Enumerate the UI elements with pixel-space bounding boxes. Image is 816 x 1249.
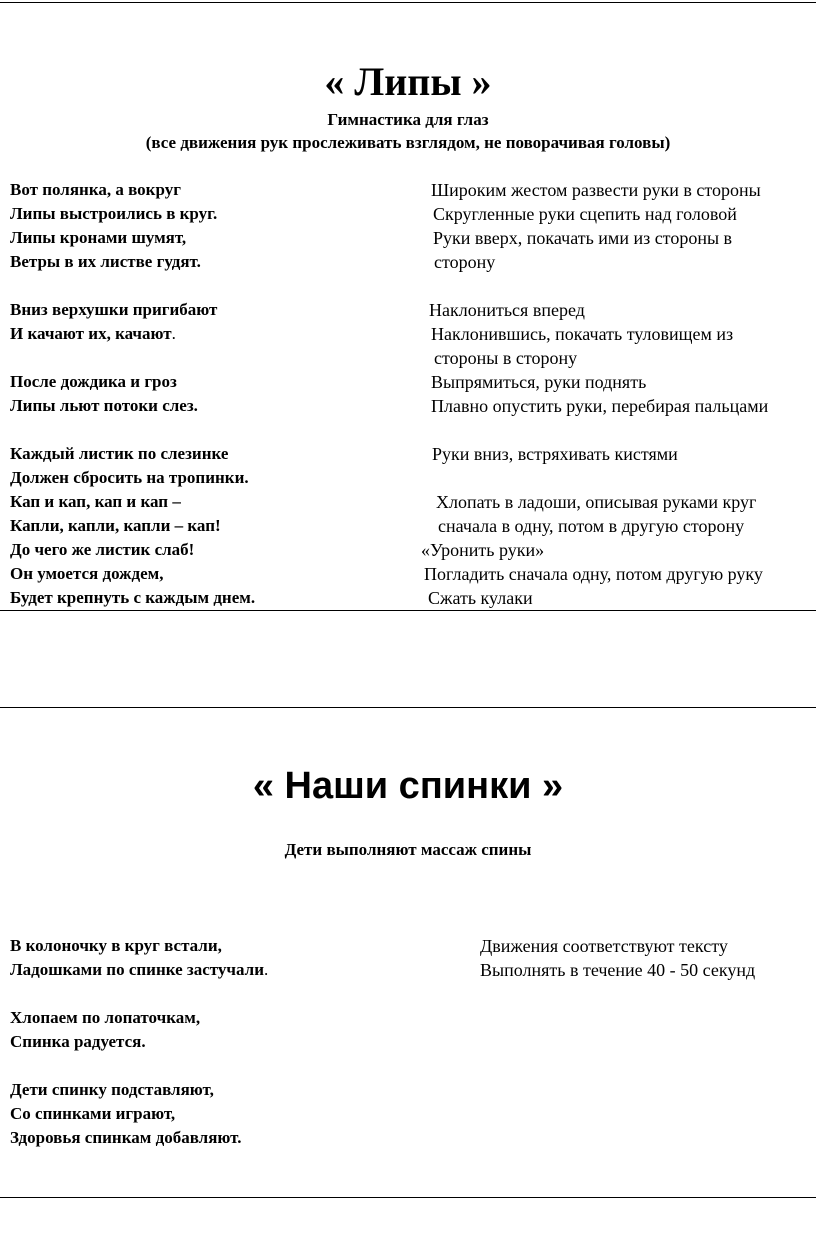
verse-line: Липы выстроились в круг. — [10, 204, 218, 223]
verse-line: Вниз верхушки пригибают — [10, 300, 218, 319]
verse-line — [10, 324, 176, 344]
section2-top-rule — [0, 707, 816, 708]
top-rule — [0, 2, 816, 3]
verse-line: Здоровья спинкам добавляют. — [10, 1128, 242, 1147]
instruction-line: сначала в одну, потом в другую сторону — [438, 516, 745, 536]
verse-line-tail: . — [264, 960, 269, 979]
verse-line: Должен сбросить на тропинки. — [10, 468, 249, 487]
verse-line: Кап и кап, кап и кап – — [10, 492, 181, 511]
verse-line — [10, 960, 268, 980]
instruction-line: Выполнять в течение 40 - 50 секунд — [480, 960, 756, 980]
instruction-line: Широким жестом развести руки в стороны — [431, 180, 761, 200]
verse-line: В колоночку в круг встали, — [10, 936, 222, 955]
verse-line: Липы льют потоки слез. — [10, 396, 198, 415]
verse-line: Липы кронами шумят, — [10, 228, 187, 247]
verse-line-text: Ладошками по спинке застучали — [10, 960, 264, 979]
verse-line-tail: . — [171, 324, 176, 343]
section2-bottom-rule — [0, 1197, 816, 1198]
instruction-line: Выпрямиться, руки поднять — [431, 372, 647, 392]
instruction-line: Руки вверх, покачать ими из стороны в — [433, 228, 733, 248]
verse-line-text: И качают их, качают — [10, 324, 172, 343]
instruction-line: Наклониться вперед — [429, 300, 585, 320]
verse-line: Хлопаем по лопаточкам, — [10, 1008, 201, 1027]
section1-subtitle-note: (все движения рук прослеживать взглядом, не поворачивая головы) — [145, 133, 671, 152]
verse-line: Со спинками играют, — [10, 1104, 176, 1123]
instruction-line: Погладить сначала одну, потом другую руку — [424, 564, 763, 584]
verse-line: Он умоется дождем, — [10, 564, 164, 583]
verse-line: До чего же листик слаб! — [10, 540, 195, 559]
verse-line: Капли, капли, капли – кап! — [10, 516, 221, 535]
section2-subtitle: Дети выполняют массаж спины — [284, 840, 532, 859]
instruction-line: «Уронить руки» — [421, 540, 545, 560]
verse-line: Каждый листик по слезинке — [10, 444, 229, 463]
verse-line: Дети спинку подставляют, — [10, 1080, 214, 1099]
section1-title: « Липы » — [324, 59, 492, 104]
verse-line: Спинка радуется. — [10, 1032, 146, 1051]
instruction-line: Руки вниз, встряхивать кистями — [432, 444, 678, 464]
instruction-line: сторону — [434, 252, 496, 272]
verse-line: После дождика и гроз — [10, 372, 177, 391]
section1-subtitle: Гимнастика для глаз — [327, 110, 489, 129]
instruction-line: Наклонившись, покачать туловищем из — [431, 324, 734, 344]
instruction-line: стороны в сторону — [434, 348, 578, 368]
instruction-line: Хлопать в ладоши, описывая руками круг — [436, 492, 757, 512]
instruction-line: Движения соответствуют тексту — [480, 936, 728, 956]
instruction-line: Сжать кулаки — [428, 588, 533, 608]
verse-line: Вот полянка, а вокруг — [10, 180, 181, 199]
verse-line: Будет крепнуть с каждым днем. — [10, 588, 256, 607]
section2-title: « Наши спинки » — [252, 765, 564, 807]
instruction-line: Плавно опустить руки, перебирая пальцами — [431, 396, 769, 416]
verse-line: Ветры в их листве гудят. — [10, 252, 201, 271]
section1-bottom-rule — [0, 610, 816, 611]
instruction-line: Скругленные руки сцепить над головой — [433, 204, 737, 224]
